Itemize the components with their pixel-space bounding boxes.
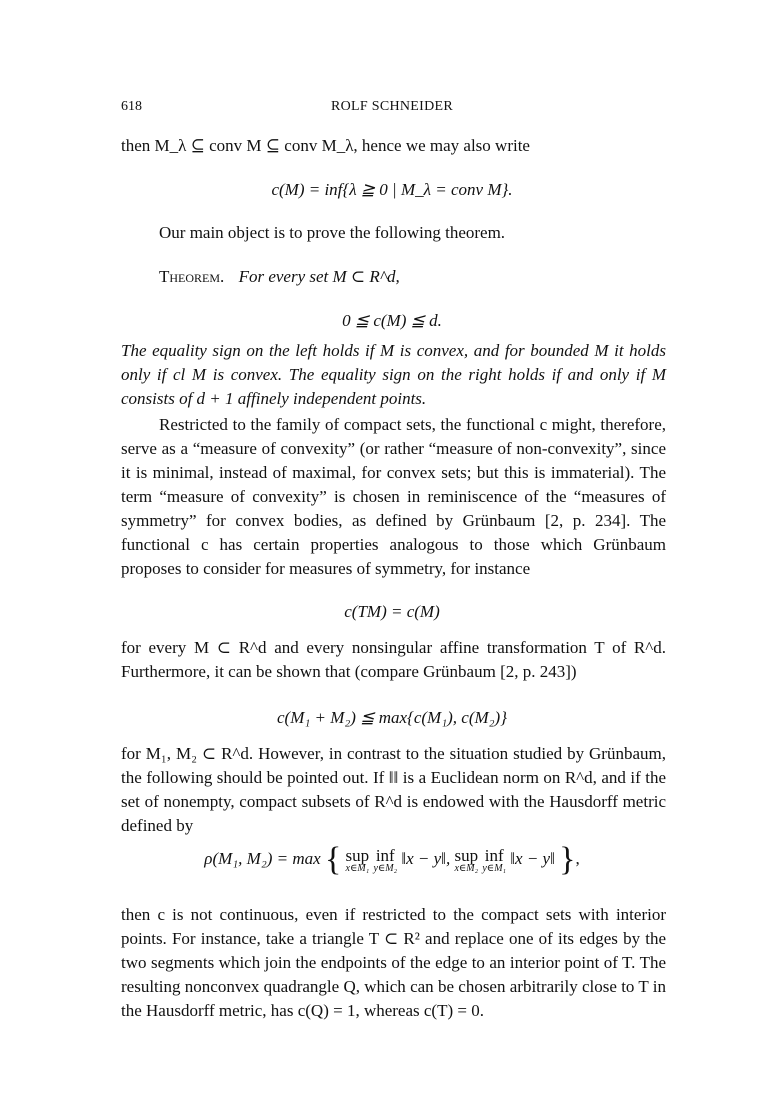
object-sentence: Our main object is to prove the following theorem. <box>159 223 506 242</box>
theorem-label: Theorem. <box>159 267 225 286</box>
inf-operator-1: inf y∈M₂ <box>373 846 398 874</box>
left-brace: { <box>324 841 342 878</box>
norm-term-1: ‖x − y‖, <box>401 849 451 868</box>
paragraph-affine-transformation: for every M ⊂ R^d and every nonsingular affine transformation T of R^d. Furthermore, it can be shown that (compare Grünbaum [2, p. 243]) <box>121 638 666 681</box>
intro-line: then M_λ ⊆ conv M ⊆ conv M_λ, hence we may also write <box>121 136 530 155</box>
theorem-body: The equality sign on the left holds if M is convex, and for bounded M it holds only if cl M is convex. The equality sign on the right holds if and only if M consists of d + 1 affinely independent points. <box>121 341 666 408</box>
theorem-statement <box>121 265 666 289</box>
paragraph-measure-of-convexity: Restricted to the family of compact sets, the functional c might, therefore, serve as a “measure of convexity” (or rather “measure of non-convexity”, since it is minimal, instead of maximal, for convex sets; but this is immaterial). The term “measure of convexity” is chosen in reminiscence of the “measures of symmetry” for convex bodies, as defined by Grünbaum [2, p. 234]. The functional c has certain properties analogous to those which Grünbaum proposes to consider for measures of symmetry, for instance <box>121 415 666 578</box>
theorem-hypothesis: For every set M ⊂ R^d, <box>238 267 400 286</box>
equation-affine-invariance: c(TM) = c(M) <box>344 602 440 621</box>
page-number: 618 <box>121 99 142 114</box>
paragraph-hausdorff: for M₁, M₂ ⊂ R^d. However, in contrast to the situation studied by Grünbaum, the following should be pointed out. If ‖‖ is a Euclidean norm on R^d, and if the set of nonempty, compact subsets of R^d is endowed with the Hausdorff metric defined by <box>121 744 666 835</box>
right-brace: } <box>559 841 576 878</box>
equation-bounds: 0 ≦ c(M) ≦ d. <box>342 311 442 330</box>
equation-hausdorff-metric: ρ(M₁, M₂) = max { sup x∈M₁ inf y∈M₂ ‖x − y‖, sup x∈M₂ inf y∈M₁ ‖x − y‖ }, <box>204 841 580 878</box>
sup-operator-1: sup x∈M₁ <box>345 846 370 874</box>
inf-operator-2: inf y∈M₁ <box>482 846 507 874</box>
sup-operator-2: sup x∈M₂ <box>454 846 479 874</box>
paragraph-continuity: then c is not continuous, even if restricted to the compact sets with interior points. For instance, take a triangle T ⊂ R² and replace one of its edges by the two segments which join the endpoints of the edge to an interior point of T. The resulting nonconvex quadrangle Q, which can be chosen arbitrarily close to T in the Hausdorff metric, has c(Q) = 1, whereas c(T) = 0. <box>121 905 666 1020</box>
equation-minkowski-sum: c(M₁ + M₂) ≦ max{c(M₁), c(M₂)} <box>276 708 508 727</box>
equation-infimum: c(M) = inf{λ ≧ 0 | M_λ = conv M}. <box>271 180 513 199</box>
running-head: ROLF SCHNEIDER <box>330 99 454 114</box>
norm-term-2: ‖x − y‖ <box>510 849 555 868</box>
metric-lhs: ρ(M₁, M₂) = max <box>204 849 321 868</box>
